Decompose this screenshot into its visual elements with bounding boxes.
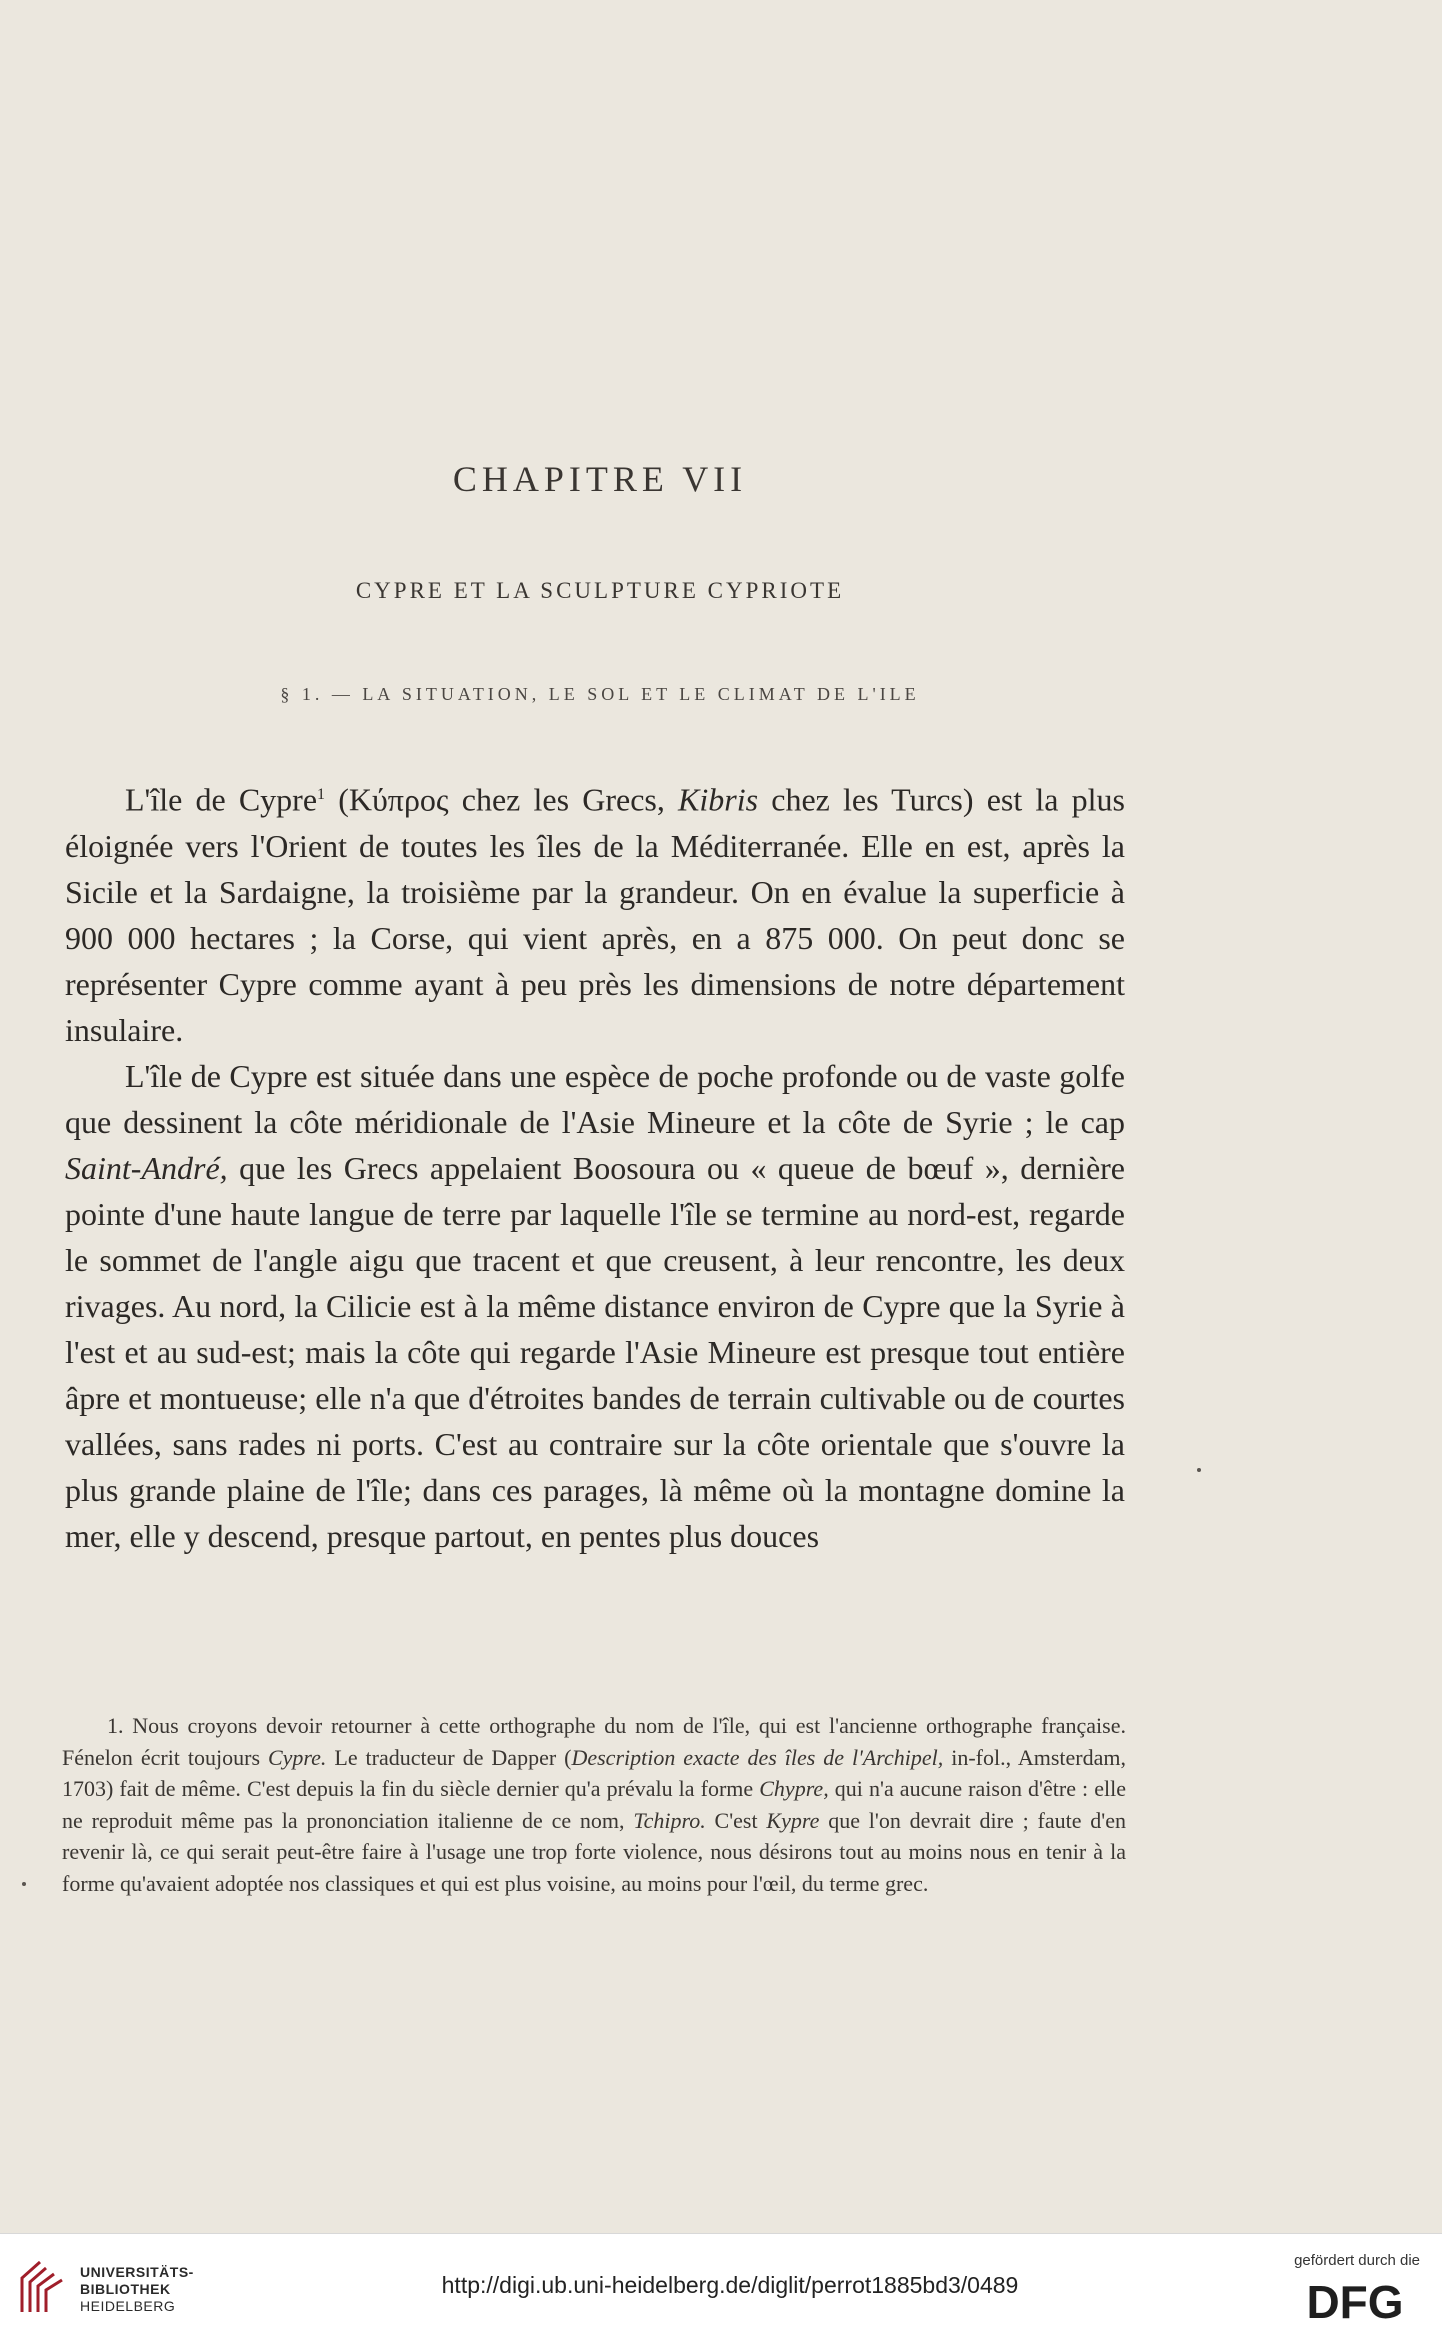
footnote-text-a: Nous croyons devoir retourner à cette orthographe du nom de l'île, qui est l'ancienne orthographe française. Fénelon écrit toujours [62,1713,1126,1770]
p1-text-a: L'île de Cypre [125,781,318,818]
footnote-italic-chypre: Chypre, [759,1776,829,1801]
footnote-number: 1. [107,1713,124,1738]
p1-italic-kibris: Kibris [678,781,759,818]
permalink-url[interactable]: http://digi.ub.uni-heidelberg.de/diglit/perrot1885bd3/0489 [441,2272,1019,2298]
chapter-subtitle: CYPRE ET LA SCULPTURE CYPRIOTE [355,578,845,603]
paragraph-1 [65,772,1125,1053]
library-name-line2: BIBLIOTHEK [80,2281,171,2297]
footnote-italic-cypre: Cypre. [267,1744,327,1770]
footnote-text-g: qui n'a aucune raison d'être : elle ne reproduit même pas la prononciation italienne de ce nom, [62,1776,1126,1833]
p1-text-b: (Κύπρος chez les Grecs, [325,781,679,818]
library-name-line1: UNIVERSITÄTS- [80,2264,194,2280]
library-name-line3: HEIDELBERG [80,2298,176,2314]
library-name [80,2264,194,2315]
footnote-text-i: C'est [705,1807,767,1833]
footnote-text-c: Le traducteur de Dapper ( [326,1744,572,1770]
scan-speck [1197,1468,1201,1472]
scan-speck [22,1882,26,1886]
p1-text-d: chez les Turcs) est la plus éloignée vers l'Orient de toutes les îles de la Méditerranée. Elle en est, après la Sicile et la Sardaigne, la troisième par la grandeur. On en évalue la superficie à 900 000 hectares ; la Corse, qui vient après, en a 875 000. On peut donc se représenter Cypre comme ayant à peu près les dimensions de notre département insulaire. [65,781,1126,1048]
p2-text-a: L'île de Cypre est située dans une espèce de poche profonde ou de vaste golfe que dessinent la côte méridionale de l'Asie Mineure et la côte de Syrie ; le cap [65,1057,1125,1140]
dfg-logo-icon[interactable] [1290,2278,1420,2324]
paragraph-2 [65,1053,1125,1559]
p2-italic-saint-andre: Saint-André, [65,1149,228,1186]
body-text [65,772,1125,1559]
footnote-text-e: in-fol., Amsterdam, 1703) fait de même. C'est depuis la fin du siècle dernier qu'a prévalu la forme [62,1744,1126,1801]
university-library-logo-icon[interactable] [16,2256,68,2316]
footnote-italic-kypre: Kypre [766,1807,820,1833]
chapter-title: CHAPITRE VII [452,459,748,499]
footnote-text-k: que l'on devrait dire ; faute d'en revenir là, ce qui serait peut-être faire à l'usage une trop forte violence, nous désirons tout au moins nous en tenir à la forme qu'avaient adoptée nos classiques et qui est plus voisine, au moins pour l'œil, du terme grec. [62,1807,1127,1896]
sponsor-caption: gefördert durch die [1294,2252,1420,2269]
footnote [62,1710,1126,1899]
p2-text-c: que les Grecs appelaient Boosoura ou « queue de bœuf », dernière pointe d'une haute langue de terre par laquelle l'île se termine au nord-est, regarde le sommet de l'angle aigu que tracent et que creusent, à leur rencontre, les deux rivages. Au nord, la Cilicie est à la même distance environ de Cypre que la Syrie à l'est et au sud-est; mais la côte qui regarde l'Asie Mineure est presque tout entière âpre et montueuse; elle n'a que d'étroites bandes de terrain cultivable ou de courtes vallées, sans rades ni ports. C'est au contraire sur la côte orientale que s'ouvre la plus grande plaine de l'île; dans ces parages, là même où la montagne domine la mer, elle y descend, presque partout, en pentes plus douces [65,1149,1125,1554]
footnote-italic-description: Description exacte des îles de l'Archipel, [571,1744,944,1770]
footnote-italic-tchipro: Tchipro. [633,1807,706,1833]
dfg-logo-text: DFG [1306,2278,1404,2324]
section-title: § 1. — LA SITUATION, LE SOL ET LE CLIMAT DE L'ILE [280,684,920,704]
viewer-footer [0,2233,1442,2338]
footnote-reference: 1 [317,786,326,803]
